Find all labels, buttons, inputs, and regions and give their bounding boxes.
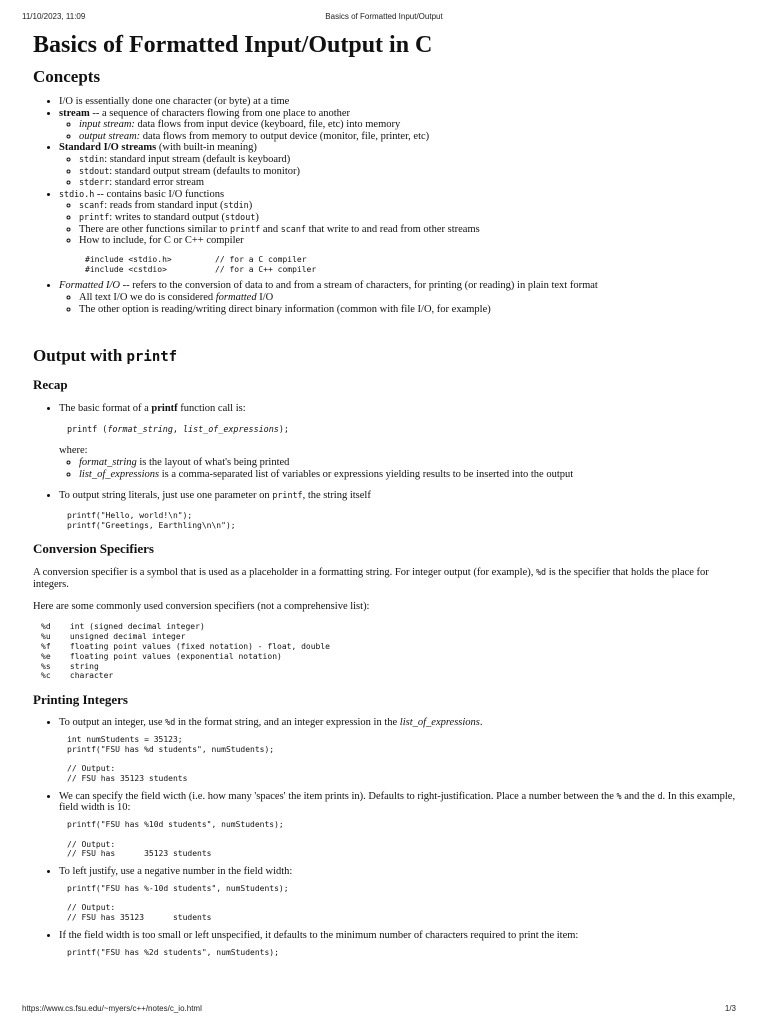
list-item: • If the field width is too small or left unspecified, it defaults to the minimum number of characters required to print the item: printf("FSU has %2d students", numStudents);	[59, 930, 741, 957]
min-width-code-block: printf("FSU has %2d students", numStudents);	[67, 947, 279, 957]
list-item: ◦ stderr: standard error stream	[79, 177, 741, 189]
list-item: ◦ list_of_expressions is a comma-separated list of variables or expressions yielding results to be inserted into the output	[79, 469, 741, 481]
printing-integers-heading: Printing Integers	[33, 692, 128, 708]
recap-list	[33, 403, 741, 435]
list-item: ◦ format_string is the layout of what's being printed	[79, 457, 741, 469]
list-item: ◦ All text I/O we do is considered formatted I/O	[79, 292, 741, 304]
list-item: ◦ input stream: data flows from input device (keyboard, file, etc) into memory	[79, 119, 741, 131]
literal-code-block: printf("Hello, world!\n"); printf("Greetings, Earthling\n\n");	[67, 511, 236, 530]
fmtio-sublist	[59, 292, 741, 315]
list-item: • I/O is essentially done one character (or byte) at a time	[59, 96, 741, 108]
list-item: ◦ scanf: reads from standard input (stdin)	[79, 200, 741, 212]
integer-code-block: int numStudents = 35123; printf("FSU has %d students", numStudents); // Output: // FSU has 35123 students	[67, 734, 275, 783]
list-item: ◦ output stream: data flows from memory to output device (monitor, file, printer, etc)	[79, 131, 741, 143]
output-heading: Output with printf	[33, 346, 178, 366]
print-header-title: Basics of Formatted Input/Output	[325, 12, 443, 21]
list-item: • stream -- a sequence of characters flowing from one place to another ◦ input stream: data flows from input device (keyboard, file, etc) into memory ◦ output stream: data flows from memory to output device (monitor, file, printer, etc)	[59, 108, 741, 143]
stdio-sublist	[59, 200, 741, 274]
conversion-para-2: Here are some commonly used conversion specifiers (not a comprehensive list):	[33, 600, 370, 612]
conversion-heading: Conversion Specifiers	[33, 540, 154, 556]
list-item: ◦ stdout: standard output stream (defaults to monitor)	[79, 166, 741, 178]
print-footer-page: 1/3	[724, 1004, 736, 1013]
list-item: • To output an integer, use %d in the format string, and an integer expression in the list_of_expressions. int numStudents = 35123; printf("FSU has %d students", numStudents); // Output: // FSU has 35123 students	[59, 717, 741, 784]
list-item: ◦ printf: writes to standard output (stdout)	[79, 212, 741, 224]
list-item: • To left justify, use a negative number in the field width: printf("FSU has %-10d students", numStudents); // Output: // FSU has 35123 students	[59, 866, 741, 923]
where-sublist	[33, 457, 741, 480]
list-item: • We can specify the field wicth (i.e. how many 'spaces' the item prints in). Defaults to right-justification. Place a number between the % and the d. In this example, field width is 10: printf("FSU has %10d students", numStudents); // Output: // FSU has 35123 students	[59, 791, 741, 859]
spec-table: %d int (signed decimal integer) %u unsigned decimal integer %f floating point values (fixed notation) - float, double %e floating point values (exponential notation) %s string %c character	[41, 622, 330, 681]
literal-list	[33, 490, 741, 530]
list-item: • The basic format of a printf function call is: printf (format_string, list_of_expressions);	[59, 403, 741, 435]
printf-call-syntax: printf (format_string, list_of_expressions);	[67, 423, 289, 434]
page-content	[33, 30, 741, 957]
conversion-para-1: A conversion specifier is a symbol that is used as a placeholder in a formatting string. For integer output (for example), %d is the specifier that holds the place for integers.	[33, 566, 709, 591]
print-header-datetime: 11/10/2023, 11:09	[22, 12, 86, 21]
list-item: ◦ There are other functions similar to printf and scanf that write to and read from other streams	[79, 224, 741, 236]
recap-heading: Recap	[33, 377, 68, 393]
print-footer-url: https://www.cs.fsu.edu/~myers/c++/notes/c_io.html	[22, 1004, 202, 1013]
list-item: • Formatted I/O -- refers to the conversion of data to and from a stream of characters, for printing (or reading) in plain text format ◦ All text I/O we do is considered formatted I/O ◦ The other option is reading/writing direct binary information (common with file I/O, for example)	[59, 280, 741, 315]
list-item: ◦ The other option is reading/writing direct binary information (common with file I/O, for example)	[79, 304, 741, 316]
list-item: • To output string literals, just use one parameter on printf, the string itself printf("Hello, world!\n"); printf("Greetings, Earthling\n\n");	[59, 490, 741, 530]
printing-integers-list	[33, 717, 741, 957]
std-streams-sublist	[59, 154, 741, 189]
stream-sublist	[59, 119, 741, 142]
concepts-heading: Concepts	[33, 67, 101, 86]
concepts-list	[33, 96, 741, 315]
list-item: • stdio.h -- contains basic I/O functions ◦ scanf: reads from standard input (stdin) ◦ printf: writes to standard output (stdout) ◦ There are other functions similar to printf and scanf that write to and read from other streams ◦ How to include, for C or C++ compiler #include <stdio.h> // for a C compiler #include <cstdio> // for a C++ compiler	[59, 189, 741, 275]
left-justify-code-block: printf("FSU has %-10d students", numStudents); // Output: // FSU has 35123 students	[67, 883, 289, 923]
include-code-block: #include <stdio.h> // for a C compiler #include <cstdio> // for a C++ compiler	[85, 254, 317, 274]
where-label: where:	[59, 444, 88, 456]
list-item: ◦ How to include, for C or C++ compiler #include <stdio.h> // for a C compiler #include <cstdio> // for a C++ compiler	[79, 235, 741, 274]
page-title: Basics of Formatted Input/Output in C	[33, 32, 433, 58]
list-item: ◦ stdin: standard input stream (default is keyboard)	[79, 154, 741, 166]
list-item: • Standard I/O streams (with built-in meaning) ◦ stdin: standard input stream (default is keyboard) ◦ stdout: standard output stream (defaults to monitor) ◦ stderr: standard error stream	[59, 142, 741, 188]
field-width-code-block: printf("FSU has %10d students", numStudents); // Output: // FSU has 35123 students	[67, 819, 284, 859]
